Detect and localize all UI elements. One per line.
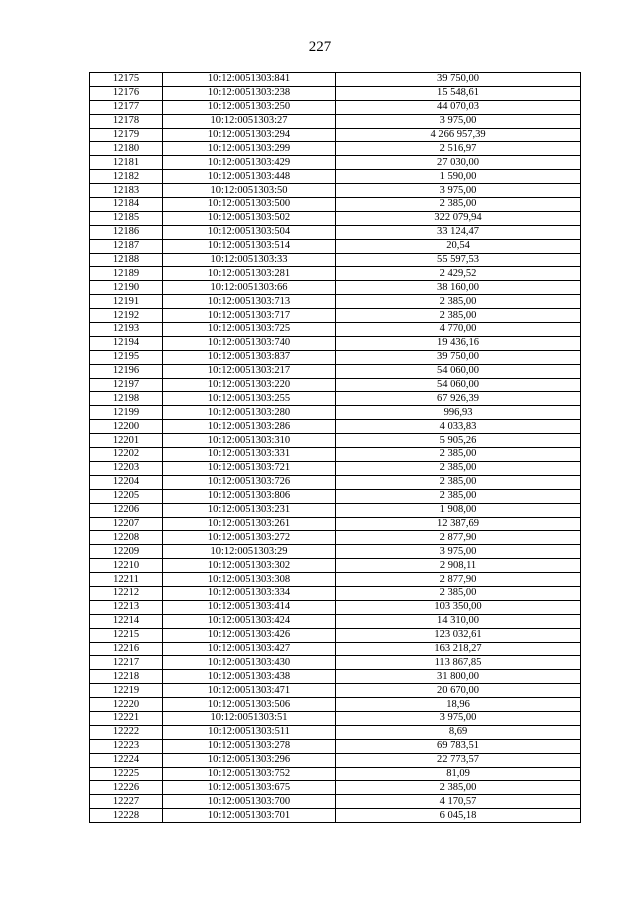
cadastral-number-cell: 10:12:0051303:504 xyxy=(163,225,336,239)
cadastral-number-cell: 10:12:0051303:299 xyxy=(163,142,336,156)
value-cell: 1 590,00 xyxy=(336,170,581,184)
cadastral-number-cell: 10:12:0051303:296 xyxy=(163,753,336,767)
value-cell: 2 877,90 xyxy=(336,573,581,587)
row-number-cell: 12204 xyxy=(90,475,163,489)
row-number-cell: 12225 xyxy=(90,767,163,781)
value-cell: 2 385,00 xyxy=(336,198,581,212)
row-number-cell: 12203 xyxy=(90,461,163,475)
cadastral-number-cell: 10:12:0051303:700 xyxy=(163,795,336,809)
cadastral-number-cell: 10:12:0051303:308 xyxy=(163,573,336,587)
row-number-cell: 12214 xyxy=(90,614,163,628)
table-row xyxy=(90,448,581,462)
table-row xyxy=(90,517,581,531)
table-row xyxy=(90,684,581,698)
cadastral-number-cell: 10:12:0051303:721 xyxy=(163,461,336,475)
row-number-cell: 12215 xyxy=(90,628,163,642)
row-number-cell: 12175 xyxy=(90,73,163,87)
cadastral-number-cell: 10:12:0051303:334 xyxy=(163,586,336,600)
row-number-cell: 12190 xyxy=(90,281,163,295)
table-row xyxy=(90,239,581,253)
cadastral-number-cell: 10:12:0051303:294 xyxy=(163,128,336,142)
cadastral-number-cell: 10:12:0051303:331 xyxy=(163,448,336,462)
row-number-cell: 12224 xyxy=(90,753,163,767)
row-number-cell: 12209 xyxy=(90,545,163,559)
row-number-cell: 12183 xyxy=(90,184,163,198)
table-row xyxy=(90,545,581,559)
cadastral-number-cell: 10:12:0051303:675 xyxy=(163,781,336,795)
cadastral-number-cell: 10:12:0051303:806 xyxy=(163,489,336,503)
cadastral-number-cell: 10:12:0051303:438 xyxy=(163,670,336,684)
value-cell: 2 385,00 xyxy=(336,781,581,795)
row-number-cell: 12191 xyxy=(90,295,163,309)
cadastral-number-cell: 10:12:0051303:414 xyxy=(163,600,336,614)
value-cell: 2 385,00 xyxy=(336,586,581,600)
table-row xyxy=(90,698,581,712)
row-number-cell: 12178 xyxy=(90,114,163,128)
value-cell: 996,93 xyxy=(336,406,581,420)
cadastral-number-cell: 10:12:0051303:272 xyxy=(163,531,336,545)
row-number-cell: 12198 xyxy=(90,392,163,406)
value-cell: 2 877,90 xyxy=(336,531,581,545)
value-cell: 322 079,94 xyxy=(336,211,581,225)
table-row xyxy=(90,211,581,225)
value-cell: 69 783,51 xyxy=(336,739,581,753)
table-row xyxy=(90,767,581,781)
row-number-cell: 12216 xyxy=(90,642,163,656)
value-cell: 27 030,00 xyxy=(336,156,581,170)
value-cell: 1 908,00 xyxy=(336,503,581,517)
value-cell: 4 033,83 xyxy=(336,420,581,434)
cadastral-number-cell: 10:12:0051303:281 xyxy=(163,267,336,281)
row-number-cell: 12226 xyxy=(90,781,163,795)
cadastral-number-cell: 10:12:0051303:261 xyxy=(163,517,336,531)
table-row xyxy=(90,198,581,212)
row-number-cell: 12212 xyxy=(90,586,163,600)
row-number-cell: 12179 xyxy=(90,128,163,142)
cadastral-number-cell: 10:12:0051303:740 xyxy=(163,336,336,350)
value-cell: 67 926,39 xyxy=(336,392,581,406)
row-number-cell: 12207 xyxy=(90,517,163,531)
table-row xyxy=(90,392,581,406)
row-number-cell: 12223 xyxy=(90,739,163,753)
cadastral-number-cell: 10:12:0051303:29 xyxy=(163,545,336,559)
row-number-cell: 12195 xyxy=(90,350,163,364)
table-row xyxy=(90,489,581,503)
row-number-cell: 12211 xyxy=(90,573,163,587)
value-cell: 44 070,03 xyxy=(336,100,581,114)
value-cell: 113 867,85 xyxy=(336,656,581,670)
row-number-cell: 12219 xyxy=(90,684,163,698)
cadastral-number-cell: 10:12:0051303:841 xyxy=(163,73,336,87)
table-row xyxy=(90,323,581,337)
value-cell: 103 350,00 xyxy=(336,600,581,614)
table-row xyxy=(90,420,581,434)
cadastral-number-cell: 10:12:0051303:448 xyxy=(163,170,336,184)
table-row xyxy=(90,642,581,656)
value-cell: 4 770,00 xyxy=(336,323,581,337)
cadastral-number-cell: 10:12:0051303:701 xyxy=(163,809,336,823)
value-cell: 81,09 xyxy=(336,767,581,781)
row-number-cell: 12196 xyxy=(90,364,163,378)
table-row xyxy=(90,739,581,753)
cadastral-number-cell: 10:12:0051303:500 xyxy=(163,198,336,212)
table-row xyxy=(90,295,581,309)
table-row xyxy=(90,614,581,628)
cadastral-number-cell: 10:12:0051303:50 xyxy=(163,184,336,198)
row-number-cell: 12222 xyxy=(90,725,163,739)
value-cell: 33 124,47 xyxy=(336,225,581,239)
row-number-cell: 12185 xyxy=(90,211,163,225)
table-row xyxy=(90,573,581,587)
cadastral-number-cell: 10:12:0051303:511 xyxy=(163,725,336,739)
table-row xyxy=(90,628,581,642)
value-cell: 2 385,00 xyxy=(336,489,581,503)
table-row xyxy=(90,281,581,295)
row-number-cell: 12180 xyxy=(90,142,163,156)
table-row xyxy=(90,336,581,350)
table-row xyxy=(90,350,581,364)
value-cell: 8,69 xyxy=(336,725,581,739)
row-number-cell: 12213 xyxy=(90,600,163,614)
table-row xyxy=(90,100,581,114)
cadastral-number-cell: 10:12:0051303:310 xyxy=(163,434,336,448)
cadastral-number-cell: 10:12:0051303:66 xyxy=(163,281,336,295)
cadastral-number-cell: 10:12:0051303:426 xyxy=(163,628,336,642)
table-row xyxy=(90,406,581,420)
cadastral-number-cell: 10:12:0051303:429 xyxy=(163,156,336,170)
table-row xyxy=(90,809,581,823)
cadastral-number-cell: 10:12:0051303:51 xyxy=(163,711,336,725)
table-row xyxy=(90,586,581,600)
table-row xyxy=(90,781,581,795)
row-number-cell: 12193 xyxy=(90,323,163,337)
row-number-cell: 12189 xyxy=(90,267,163,281)
cadastral-number-cell: 10:12:0051303:231 xyxy=(163,503,336,517)
table-row xyxy=(90,114,581,128)
table-row xyxy=(90,86,581,100)
row-number-cell: 12177 xyxy=(90,100,163,114)
table-row xyxy=(90,753,581,767)
cadastral-number-cell: 10:12:0051303:280 xyxy=(163,406,336,420)
value-cell: 4 170,57 xyxy=(336,795,581,809)
table-body xyxy=(90,73,581,823)
row-number-cell: 12218 xyxy=(90,670,163,684)
table-row xyxy=(90,156,581,170)
value-cell: 6 045,18 xyxy=(336,809,581,823)
table-row xyxy=(90,795,581,809)
value-cell: 54 060,00 xyxy=(336,364,581,378)
cadastral-number-cell: 10:12:0051303:717 xyxy=(163,309,336,323)
cadastral-number-cell: 10:12:0051303:286 xyxy=(163,420,336,434)
table-row xyxy=(90,656,581,670)
table-row xyxy=(90,128,581,142)
value-cell: 14 310,00 xyxy=(336,614,581,628)
row-number-cell: 12217 xyxy=(90,656,163,670)
value-cell: 18,96 xyxy=(336,698,581,712)
table-row xyxy=(90,184,581,198)
cadastral-number-cell: 10:12:0051303:302 xyxy=(163,559,336,573)
value-cell: 3 975,00 xyxy=(336,184,581,198)
cadastral-number-cell: 10:12:0051303:220 xyxy=(163,378,336,392)
value-cell: 2 385,00 xyxy=(336,475,581,489)
table-row xyxy=(90,267,581,281)
value-cell: 2 385,00 xyxy=(336,448,581,462)
value-cell: 54 060,00 xyxy=(336,378,581,392)
value-cell: 5 905,26 xyxy=(336,434,581,448)
table-row xyxy=(90,378,581,392)
cadastral-number-cell: 10:12:0051303:725 xyxy=(163,323,336,337)
cadastral-number-cell: 10:12:0051303:502 xyxy=(163,211,336,225)
table-row xyxy=(90,503,581,517)
value-cell: 2 908,11 xyxy=(336,559,581,573)
row-number-cell: 12210 xyxy=(90,559,163,573)
cadastral-number-cell: 10:12:0051303:424 xyxy=(163,614,336,628)
table-row xyxy=(90,711,581,725)
cadastral-number-cell: 10:12:0051303:33 xyxy=(163,253,336,267)
cadastral-number-cell: 10:12:0051303:713 xyxy=(163,295,336,309)
row-number-cell: 12208 xyxy=(90,531,163,545)
value-cell: 20 670,00 xyxy=(336,684,581,698)
cadastral-number-cell: 10:12:0051303:752 xyxy=(163,767,336,781)
value-cell: 2 516,97 xyxy=(336,142,581,156)
value-cell: 123 032,61 xyxy=(336,628,581,642)
row-number-cell: 12192 xyxy=(90,309,163,323)
row-number-cell: 12205 xyxy=(90,489,163,503)
row-number-cell: 12186 xyxy=(90,225,163,239)
table-row xyxy=(90,253,581,267)
table-row xyxy=(90,600,581,614)
row-number-cell: 12194 xyxy=(90,336,163,350)
value-cell: 163 218,27 xyxy=(336,642,581,656)
table-row xyxy=(90,670,581,684)
row-number-cell: 12197 xyxy=(90,378,163,392)
value-cell: 31 800,00 xyxy=(336,670,581,684)
value-cell: 3 975,00 xyxy=(336,545,581,559)
row-number-cell: 12188 xyxy=(90,253,163,267)
cadastral-number-cell: 10:12:0051303:726 xyxy=(163,475,336,489)
value-cell: 20,54 xyxy=(336,239,581,253)
cadastral-number-cell: 10:12:0051303:238 xyxy=(163,86,336,100)
row-number-cell: 12202 xyxy=(90,448,163,462)
value-cell: 39 750,00 xyxy=(336,350,581,364)
cadastral-number-cell: 10:12:0051303:250 xyxy=(163,100,336,114)
row-number-cell: 12206 xyxy=(90,503,163,517)
cadastral-number-cell: 10:12:0051303:506 xyxy=(163,698,336,712)
value-cell: 2 385,00 xyxy=(336,295,581,309)
cadastral-number-cell: 10:12:0051303:278 xyxy=(163,739,336,753)
row-number-cell: 12199 xyxy=(90,406,163,420)
table-row xyxy=(90,309,581,323)
value-cell: 2 429,52 xyxy=(336,267,581,281)
value-cell: 3 975,00 xyxy=(336,114,581,128)
row-number-cell: 12181 xyxy=(90,156,163,170)
page-number: 227 xyxy=(308,39,332,55)
row-number-cell: 12221 xyxy=(90,711,163,725)
value-cell: 12 387,69 xyxy=(336,517,581,531)
row-number-cell: 12228 xyxy=(90,809,163,823)
row-number-cell: 12201 xyxy=(90,434,163,448)
table-row xyxy=(90,475,581,489)
value-cell: 2 385,00 xyxy=(336,461,581,475)
cadastral-value-table xyxy=(89,72,581,823)
table-row xyxy=(90,531,581,545)
value-cell: 2 385,00 xyxy=(336,309,581,323)
table-row xyxy=(90,725,581,739)
value-cell: 55 597,53 xyxy=(336,253,581,267)
value-cell: 39 750,00 xyxy=(336,73,581,87)
value-cell: 4 266 957,39 xyxy=(336,128,581,142)
table-row xyxy=(90,142,581,156)
cadastral-number-cell: 10:12:0051303:217 xyxy=(163,364,336,378)
table-row xyxy=(90,170,581,184)
row-number-cell: 12182 xyxy=(90,170,163,184)
table-row xyxy=(90,364,581,378)
cadastral-number-cell: 10:12:0051303:255 xyxy=(163,392,336,406)
row-number-cell: 12227 xyxy=(90,795,163,809)
value-cell: 22 773,57 xyxy=(336,753,581,767)
table-row xyxy=(90,73,581,87)
row-number-cell: 12200 xyxy=(90,420,163,434)
cadastral-number-cell: 10:12:0051303:471 xyxy=(163,684,336,698)
cadastral-number-cell: 10:12:0051303:430 xyxy=(163,656,336,670)
row-number-cell: 12176 xyxy=(90,86,163,100)
cadastral-number-cell: 10:12:0051303:514 xyxy=(163,239,336,253)
table-row xyxy=(90,559,581,573)
table-row xyxy=(90,461,581,475)
value-cell: 38 160,00 xyxy=(336,281,581,295)
cadastral-number-cell: 10:12:0051303:837 xyxy=(163,350,336,364)
table-row xyxy=(90,225,581,239)
value-cell: 15 548,61 xyxy=(336,86,581,100)
row-number-cell: 12187 xyxy=(90,239,163,253)
row-number-cell: 12184 xyxy=(90,198,163,212)
value-cell: 3 975,00 xyxy=(336,711,581,725)
cadastral-number-cell: 10:12:0051303:27 xyxy=(163,114,336,128)
cadastral-number-cell: 10:12:0051303:427 xyxy=(163,642,336,656)
row-number-cell: 12220 xyxy=(90,698,163,712)
value-cell: 19 436,16 xyxy=(336,336,581,350)
table-row xyxy=(90,434,581,448)
